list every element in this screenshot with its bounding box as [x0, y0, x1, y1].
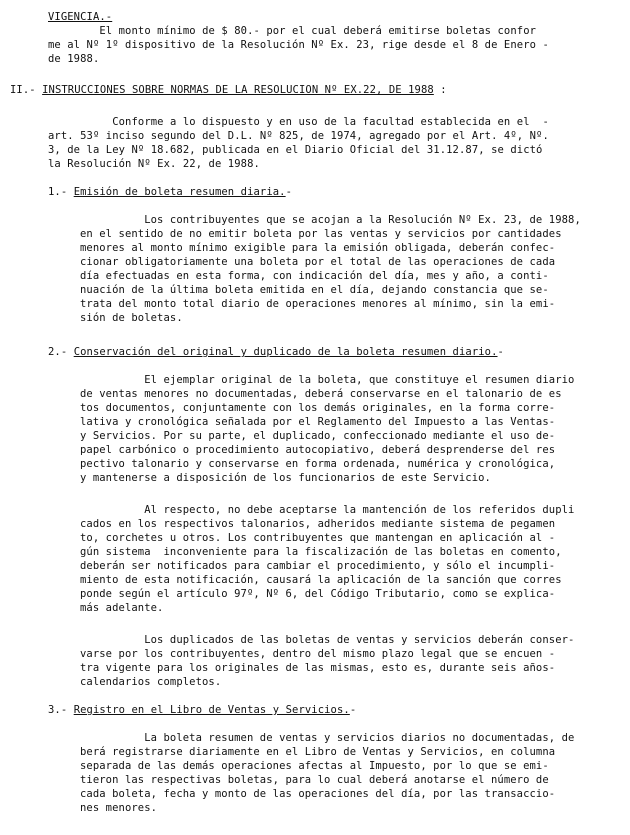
item2-line: pectivo talonario y conservarse en forma ordenada, numérica y cronológica, — [80, 458, 556, 470]
intro-line: la Resolución Nº Ex. 22, de 1988. — [48, 158, 260, 170]
item2-line: Al respecto, no debe aceptarse la mantención de los referidos dupli — [80, 504, 575, 516]
vigencia-heading: VIGENCIA.- — [48, 11, 113, 23]
item2-paragraph-1 — [80, 373, 574, 485]
item2-line: tra vigente para los originales de las mismas, esto es, durante seis años- — [80, 662, 556, 674]
item2-line: calendarios completos. — [80, 676, 222, 688]
item2-line: de ventas menores no documentadas, deberá conservarse en el talonario de es — [80, 388, 562, 400]
section-ii-title: INSTRUCCIONES SOBRE NORMAS DE LA RESOLUCION Nº EX.22, DE 1988 — [42, 84, 434, 96]
vigencia-line: El monto mínimo de $ 80.- por el cual deberá emitirse boletas confor — [48, 25, 537, 37]
item2-line: papel carbónico o procedimiento autocopiativo, deberá desprenderse del res — [80, 444, 556, 456]
section-ii-heading — [10, 83, 447, 97]
item2-line: gún sistema inconveniente para la fiscalización de las boletas en comento, — [80, 546, 562, 558]
section-ii-number: II.- — [10, 84, 36, 96]
item1-title: Emisión de boleta resumen diaria. — [73, 186, 286, 198]
item3-number: 3.- — [48, 704, 68, 716]
item2-line: tos documentos, conjuntamente con los demás originales, en la forma corre- — [80, 402, 556, 414]
item3-paragraph — [80, 731, 574, 815]
item1-line: nuación de la última boleta emitida en el día, dejando constancia que se- — [80, 284, 549, 296]
item2-line: Los duplicados de las boletas de ventas y servicios deberán conser- — [80, 634, 575, 646]
item2-heading — [48, 345, 504, 359]
item2-suffix: - — [497, 346, 504, 358]
item3-suffix: - — [349, 704, 357, 716]
item1-suffix: - — [285, 186, 293, 198]
item2-line: y mantenerse a disposición de los funcionarios de este Servicio. — [80, 472, 491, 484]
item1-line: menores al monto mínimo exigible para la emisión obligada, deberán confec- — [80, 242, 556, 254]
item2-title: Conservación del original y duplicado de la boleta resumen diario. — [73, 346, 498, 358]
item3-title: Registro en el Libro de Ventas y Servicios. — [73, 704, 350, 716]
item2-paragraph-2 — [80, 503, 574, 615]
intro-line: art. 53º inciso segundo del D.L. Nº 825, de 1974, agregado por el Art. 4º, Nº. — [48, 130, 549, 142]
item2-line: más adelante. — [80, 602, 164, 614]
item1-line: cionar obligatoriamente una boleta por el total de las operaciones de cada — [80, 256, 556, 268]
item3-line: berá registrarse diariamente en el Libro de Ventas y Servicios, en columna — [80, 746, 556, 758]
item2-number: 2.- — [48, 346, 68, 358]
item1-line: sión de boletas. — [80, 312, 183, 324]
item1-line: trata del monto total diario de operaciones menores al mínimo, sin la emi- — [80, 298, 556, 310]
item1-line: Los contribuyentes que se acojan a la Resolución Nº Ex. 23, de 1988, — [80, 214, 581, 226]
item2-line: lativa y cronológica señalada por el Reglamento del Impuesto a las Ventas- — [80, 416, 556, 428]
item2-line: y Servicios. Por su parte, el duplicado, confeccionado mediante el uso de- — [80, 430, 556, 442]
vigencia-line: de 1988. — [48, 53, 100, 65]
item3-line: separada de las demás operaciones afectas al Impuesto, por lo que se emi- — [80, 760, 549, 772]
item3-heading — [48, 703, 356, 717]
section-ii-colon: : — [433, 84, 447, 96]
item2-line: to, corchetes u otros. Los contribuyentes que mantengan en aplicación al - — [80, 532, 556, 544]
item2-paragraph-3 — [80, 633, 574, 689]
item3-line: cada boleta, fecha y monto de las operaciones del día, por las transaccio- — [80, 788, 556, 800]
item2-line: El ejemplar original de la boleta, que constituye el resumen diario — [80, 374, 575, 386]
item1-line: en el sentido de no emitir boleta por las ventas y servicios por cantidades — [80, 228, 562, 240]
item1-number: 1.- — [48, 186, 68, 198]
item3-line: tieron las respectivas boletas, para lo cual deberá anotarse el número de — [80, 774, 549, 786]
item1-line: día efectuadas en esta forma, con indicación del día, mes y año, a conti- — [80, 270, 549, 282]
intro-line: Conforme a lo dispuesto y en uso de la facultad establecida en el - — [48, 116, 549, 128]
item3-line: La boleta resumen de ventas y servicios diarios no documentadas, de — [80, 732, 575, 744]
item1-heading — [48, 185, 292, 199]
item2-line: miento de esta notificación, causará la aplicación de la sanción que corres — [80, 574, 562, 586]
item2-line: varse por los contribuyentes, dentro del mismo plazo legal que se encuen - — [80, 648, 556, 660]
item3-line: nes menores. — [80, 802, 158, 814]
item2-line: deberán ser notificados para cambiar el procedimiento, y sólo el incumpli- — [80, 560, 556, 572]
vigencia-section — [48, 10, 549, 66]
intro-paragraph — [48, 115, 549, 171]
intro-line: 3, de la Ley Nº 18.682, publicada en el Diario Oficial del 31.12.87, se dictó — [48, 144, 543, 156]
vigencia-line: me al Nº 1º dispositivo de la Resolución Nº Ex. 23, rige desde el 8 de Enero - — [48, 39, 549, 51]
item2-line: ponde según el artículo 97º, Nº 6, del Código Tributario, como se explica- — [80, 588, 556, 600]
item2-line: cados en los respectivos talonarios, adheridos mediante sistema de pegamen — [80, 518, 556, 530]
item1-paragraph — [80, 213, 581, 325]
